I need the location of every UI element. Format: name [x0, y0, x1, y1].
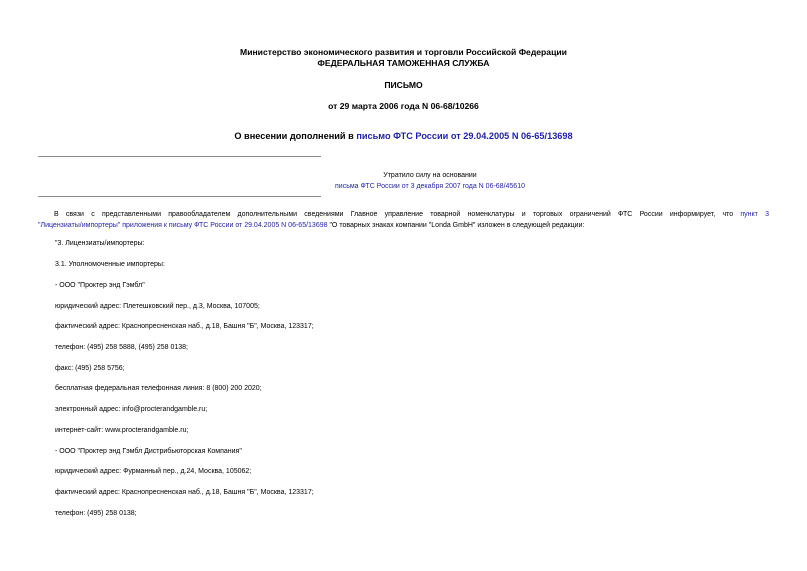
list-item: 3.1. Уполномоченные импортеры:	[55, 261, 165, 268]
title-referenced-letter-link[interactable]: письмо ФТС России от 29.04.2005 N 06-65/13698	[356, 131, 573, 141]
intro-line-1	[38, 209, 769, 220]
intro-link-part2[interactable]: "Лицензиаты/импортеры" приложения к письму ФТС России от 29.04.2005 N 06-65/13698	[38, 222, 328, 229]
divider-top	[38, 156, 321, 157]
list-item: факс: (495) 258 5756;	[55, 365, 125, 372]
list-item: интернет-сайт: www.procterandgamble.ru;	[55, 427, 189, 434]
validity-link-wrap	[300, 181, 560, 192]
list-item: фактический адрес: Краснопресненская наб., д.18, Башня "Б", Москва, 123317;	[55, 489, 314, 496]
intro-link-part1[interactable]: пункт 3	[740, 211, 769, 218]
list-item: бесплатная федеральная телефонная линия: 8 (800) 200 2020;	[55, 385, 262, 392]
list-item: электронный адрес: info@procterandgamble.ru;	[55, 406, 208, 413]
service-name: ФЕДЕРАЛЬНАЯ ТАМОЖЕННАЯ СЛУЖБА	[317, 58, 490, 68]
title-prefix: О внесении дополнений в	[234, 131, 357, 141]
validity-text: Утратило силу на основании	[383, 172, 477, 179]
divider-bottom	[38, 196, 321, 197]
document-date: от 29 марта 2006 года N 06-68/10266	[328, 101, 479, 111]
list-item: юридический адрес: Фурманный пер., д.24, Москва, 105062;	[55, 468, 252, 475]
list-item: фактический адрес: Краснопресненская наб., д.18, Башня "Б", Москва, 123317;	[55, 323, 314, 330]
list-item: - ООО "Проктер энд Гэмбл"	[55, 282, 145, 289]
intro-paragraph	[38, 209, 769, 231]
list-item: телефон: (495) 258 5888, (495) 258 0138;	[55, 344, 188, 351]
intro-text: В связи с представленными правообладателем дополнительными сведениями Главное управление товарной номенклатуры и торговых ограничений ФТС России информирует, что	[54, 211, 741, 218]
document-type: ПИСЬМО	[384, 80, 423, 90]
list-item: "3. Лицензиаты/импортеры:	[55, 240, 145, 247]
list-item: телефон: (495) 258 0138;	[55, 510, 137, 517]
ministry-name: Министерство экономического развития и торговли Российской Федерации	[240, 47, 567, 57]
list-item: юридический адрес: Плетешковский пер., д.3, Москва, 107005;	[55, 303, 260, 310]
validity-link[interactable]: письма ФТС России от 3 декабря 2007 года N 06-68/45610	[335, 183, 525, 190]
document-title	[0, 130, 807, 142]
intro-rest: "О товарных знаках компании "Londa GmbH" изложен в следующей редакции:	[327, 222, 585, 229]
list-item: - ООО "Проктер энд Гэмбл Дистрибьюторская Компания"	[55, 448, 242, 455]
intro-line-2	[38, 222, 584, 229]
